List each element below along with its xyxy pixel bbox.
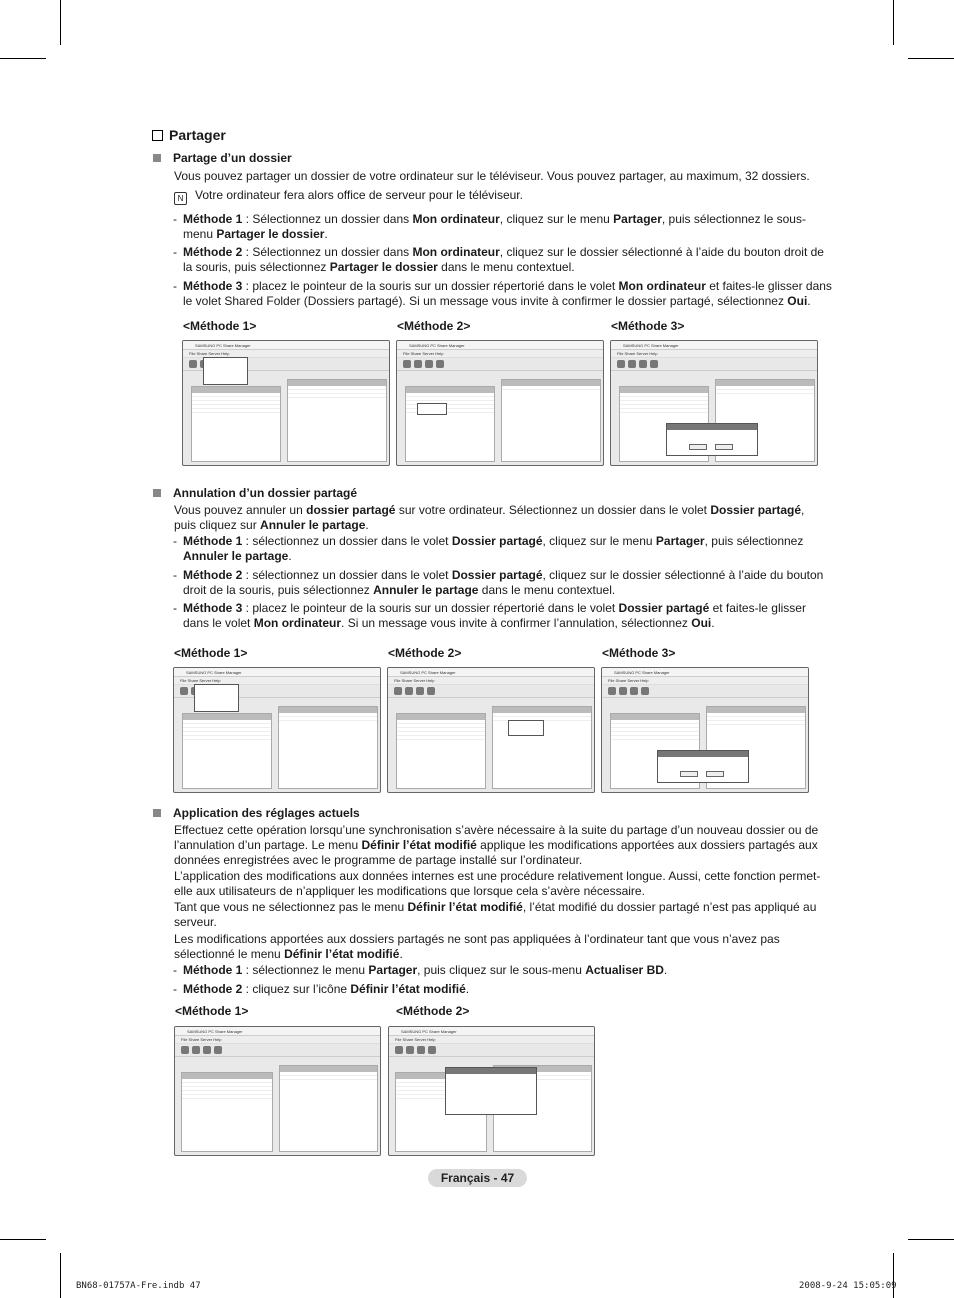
square-bullet-icon (153, 154, 161, 162)
cancel-method-2: - Méthode 2 : sélectionnez un dossier dans le volet Dossier partagé, cliquez sur le dossier sélectionné à l’aide du bouton droit de la souris, puis sélectionnez Annuler le partage dans le menu contextuel. (173, 568, 824, 597)
apply-paragraph-4: Les modifications apportées aux dossiers partagés ne sont pas appliquées à l’ordinateur tant que vous n’avez pas sélectionné le menu Définir l’état modifié. (174, 932, 780, 961)
method-label: <Méthode 3> (611, 319, 685, 333)
cancel-method-1: - Méthode 1 : sélectionnez un dossier dans le volet Dossier partagé, cliquez sur le menu Partager, puis sélectionnez Annuler le partage. (173, 534, 804, 563)
cancel-heading: Annulation d’un dossier partagé (153, 486, 357, 501)
crop-mark (60, 0, 61, 45)
apply-paragraph-1: Effectuez cette opération lorsqu’une synchronisation s’avère nécessaire à la suite du partage d’un nouveau dossier ou de l’annulation d’un partage. Le menu Définir l’état modifié applique les modifications apportées aux dossiers partagés aux données enregistrées avec le programme de partage installé sur l’ordinateur. (174, 823, 819, 867)
page-number-badge: Français - 47 (428, 1169, 527, 1187)
method-label: <Méthode 2> (397, 319, 471, 333)
checkbox-bullet-icon (152, 130, 163, 141)
screenshot-cancel-method-1: SAMSUNG PC Share Manager File Share Server Help (173, 667, 381, 793)
share-method-3: - Méthode 3 : placez le pointeur de la souris sur un dossier répertorié dans le volet Mon ordinateur et faites-le glisser dans le volet Shared Folder (Dossiers partagé). Si un message vous invite à confirmer le dossier partagé, sélectionnez Oui. (173, 279, 832, 308)
method-label: <Méthode 1> (175, 1004, 249, 1018)
method-label: <Méthode 2> (388, 646, 462, 660)
share-method-1: - Méthode 1 : Sélectionnez un dossier dans Mon ordinateur, cliquez sur le menu Partager, puis sélectionnez le sous-menu Partager le dossier. (173, 212, 806, 241)
section-title: Partager (152, 126, 226, 144)
file-slug: BN68-01757A-Fre.indb 47 (76, 1281, 201, 1291)
share-method-2: - Méthode 2 : Sélectionnez un dossier dans Mon ordinateur, cliquez sur le dossier sélectionné à l’aide du bouton droit de la souris, puis sélectionnez Partager le dossier dans le menu contextuel. (173, 245, 824, 274)
square-bullet-icon (153, 489, 161, 497)
apply-method-2: - Méthode 2 : cliquez sur l’icône Définir l’état modifié. (173, 982, 470, 996)
cancel-method-3: - Méthode 3 : placez le pointeur de la souris sur un dossier répertorié dans le volet Dossier partagé et faites-le glisser dans le volet Mon ordinateur. Si un message vous invite à confirmer l’annulation, sélectionnez Oui. (173, 601, 806, 630)
apply-paragraph-2: L’application des modifications aux données internes est une procédure relativement longue. Aussi, cette fonction permet-elle aux utilisateurs de n’appliquer les modifications que lorsque cela s’avère nécessaire. (174, 869, 821, 898)
crop-mark (908, 1239, 954, 1240)
share-note: N Votre ordinateur fera alors office de serveur pour le téléviseur. (174, 188, 824, 205)
square-bullet-icon (153, 809, 161, 817)
screenshot-cancel-method-3: SAMSUNG PC Share Manager File Share Server Help (601, 667, 809, 793)
method-label: <Méthode 1> (174, 646, 248, 660)
screenshot-apply-method-2: SAMSUNG PC Share Manager File Share Server Help (388, 1026, 595, 1156)
crop-mark (60, 1253, 61, 1298)
crop-mark (0, 58, 46, 59)
crop-mark (893, 0, 894, 45)
screenshot-share-method-1: SAMSUNG PC Share Manager File Share Server Help (182, 340, 390, 466)
note-icon: N (174, 192, 187, 205)
screenshot-share-method-2: SAMSUNG PC Share Manager File Share Server Help (396, 340, 604, 466)
screenshot-cancel-method-2: SAMSUNG PC Share Manager File Share Server Help (387, 667, 595, 793)
crop-mark (0, 1239, 46, 1240)
crop-mark (908, 58, 954, 59)
cancel-intro: Vous pouvez annuler un dossier partagé sur votre ordinateur. Sélectionnez un dossier dans le volet Dossier partagé, puis cliquez sur Annuler le partage. (174, 503, 805, 532)
apply-method-1: - Méthode 1 : sélectionnez le menu Partager, puis cliquez sur le sous-menu Actualiser BD. (173, 963, 668, 977)
apply-heading: Application des réglages actuels (153, 806, 360, 821)
share-intro: Vous pouvez partager un dossier de votre ordinateur sur le téléviseur. Vous pouvez partager, au maximum, 32 dossiers. (174, 169, 810, 183)
method-label: <Méthode 1> (183, 319, 257, 333)
date-slug: 2008-9-24 15:05:09 (799, 1281, 897, 1291)
screenshot-apply-method-1: SAMSUNG PC Share Manager File Share Server Help (174, 1026, 381, 1156)
method-label: <Méthode 3> (602, 646, 676, 660)
method-label: <Méthode 2> (396, 1004, 470, 1018)
apply-paragraph-3: Tant que vous ne sélectionnez pas le menu Définir l’état modifié, l’état modifié du dossier partagé n’est pas appliqué au serveur. (174, 900, 817, 929)
screenshot-share-method-3: SAMSUNG PC Share Manager File Share Server Help (610, 340, 818, 466)
share-heading: Partage d’un dossier (153, 151, 292, 166)
